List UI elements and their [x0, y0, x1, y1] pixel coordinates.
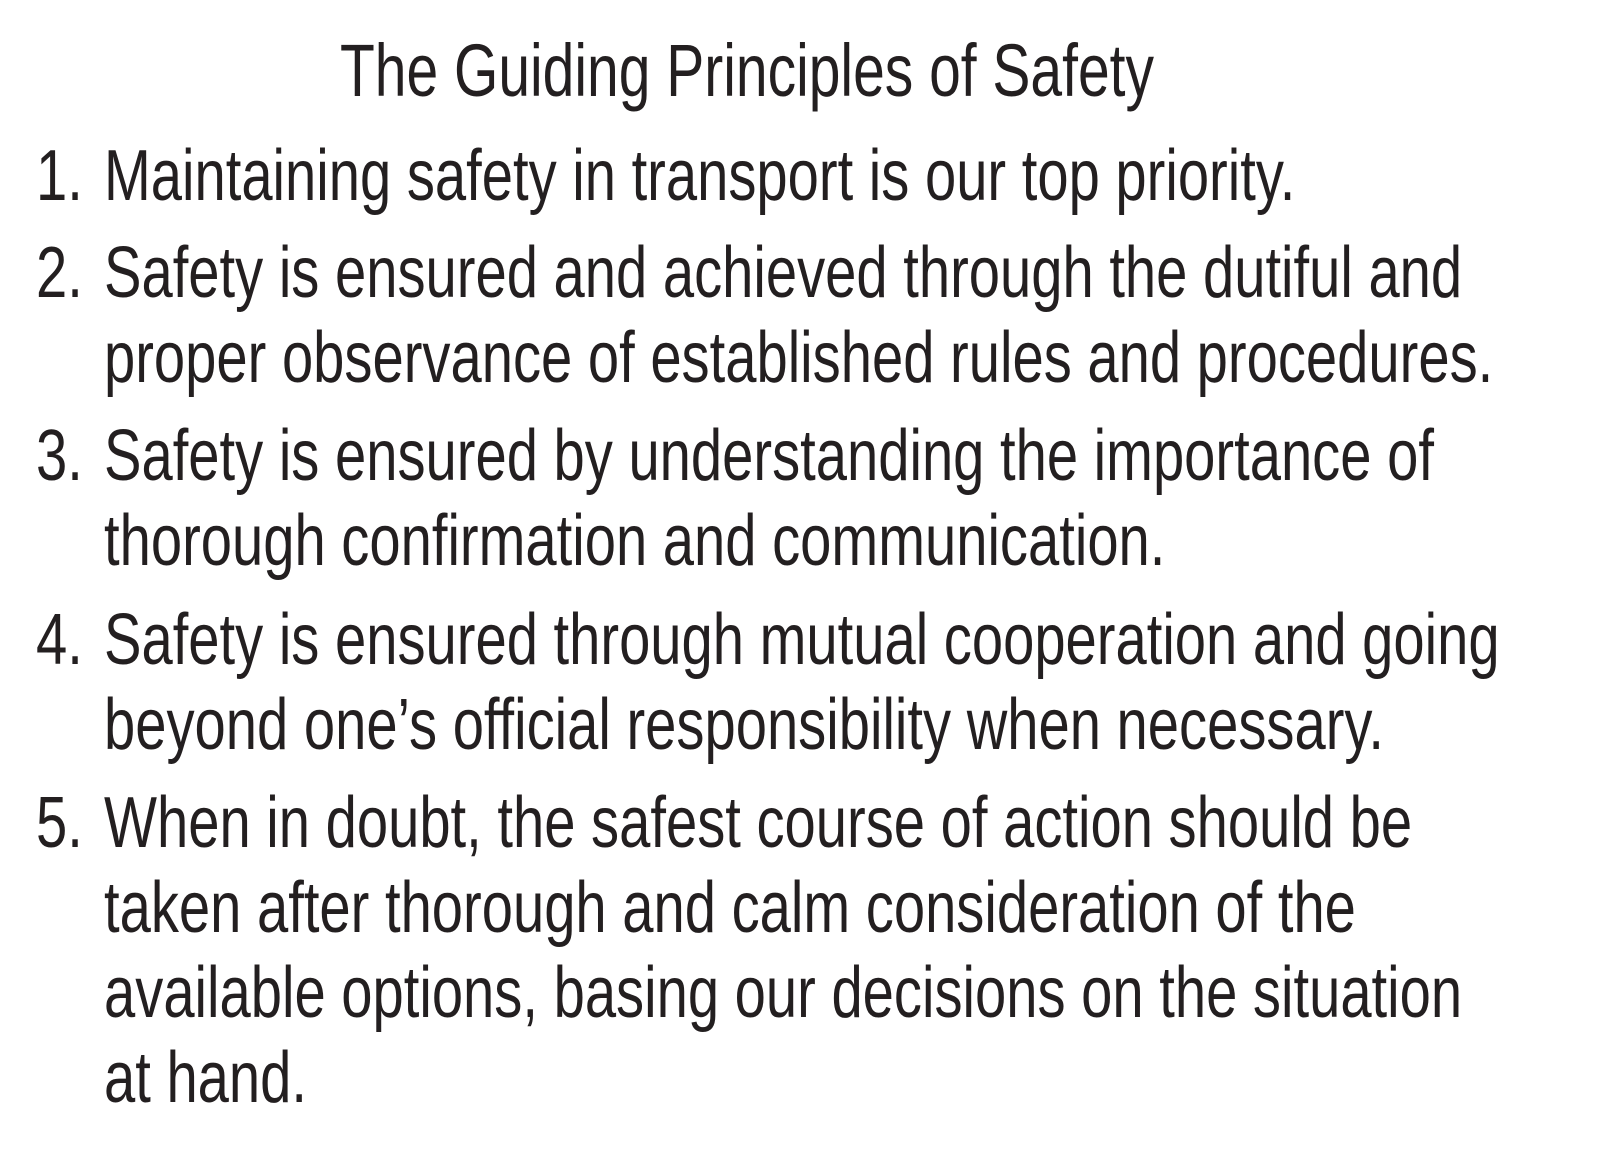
principle-2-line-2: proper observance of established rules and procedures. [104, 318, 1494, 398]
principle-5-number: 5. [36, 783, 83, 863]
principle-2-number: 2. [36, 233, 83, 313]
principle-3-line-1: Safety is ensured by understanding the importance of [104, 416, 1434, 496]
principle-4-line-2: beyond one’s official responsibility when necessary. [104, 685, 1384, 765]
principle-4-line-1: Safety is ensured through mutual cooperation and going [104, 600, 1500, 680]
principle-5-line-2: taken after thorough and calm consideration of the [104, 868, 1356, 948]
principle-1-line-1: Maintaining safety in transport is our top priority. [104, 136, 1296, 216]
principle-3-line-2: thorough confirmation and communication. [104, 501, 1166, 581]
page-title: The Guiding Principles of Safety [340, 29, 1154, 112]
principle-5-line-3: available options, basing our decisions on the situation [104, 953, 1463, 1033]
principle-4-number: 4. [36, 600, 83, 680]
principle-5-line-4: at hand. [104, 1038, 307, 1118]
principle-1-number: 1. [36, 136, 83, 216]
principle-2-line-1: Safety is ensured and achieved through the dutiful and [104, 233, 1463, 313]
principle-3-number: 3. [36, 416, 83, 496]
principle-5-line-1: When in doubt, the safest course of action should be [104, 783, 1413, 863]
